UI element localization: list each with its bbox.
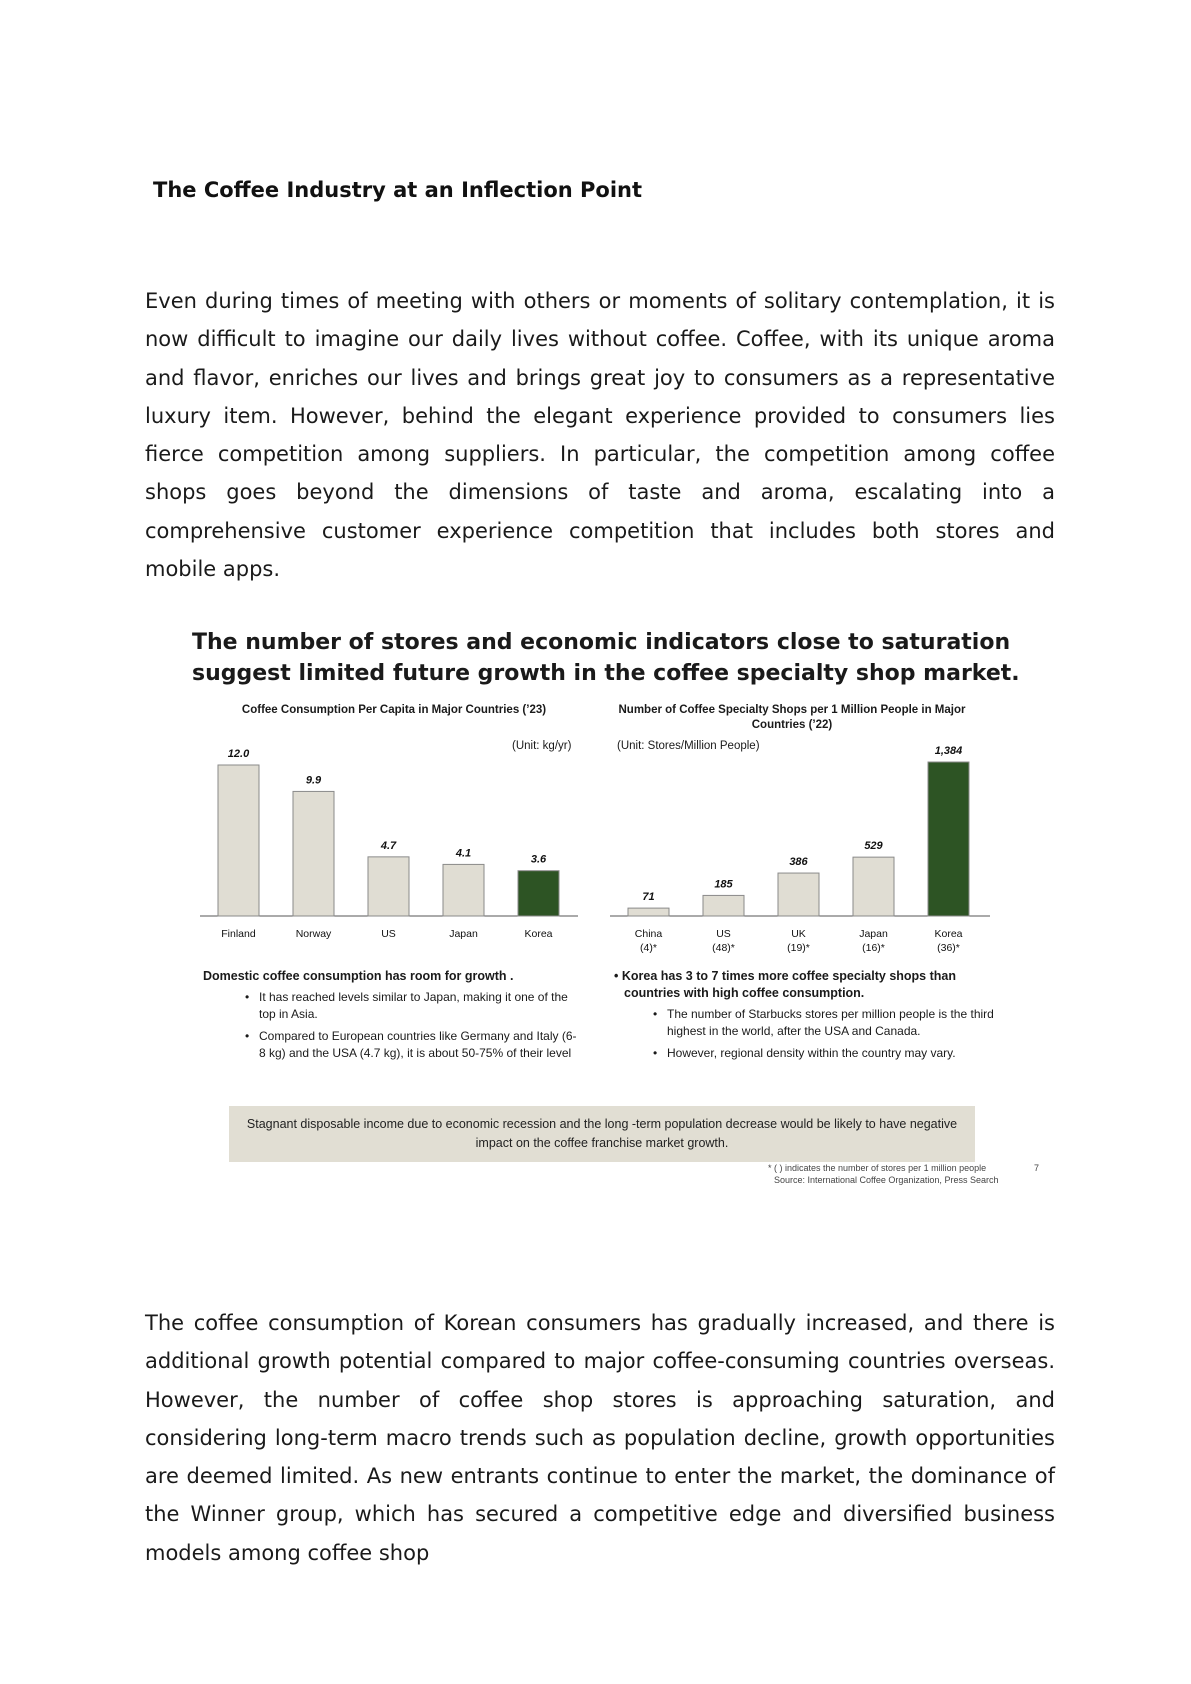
chart1-value-label: 9.9 xyxy=(305,774,322,787)
chart1-category-label: Japan xyxy=(449,928,478,940)
chart1-category-label: Finland xyxy=(221,928,256,940)
chart2-category-label: Korea xyxy=(934,928,963,940)
chart1-value-label: 12.0 xyxy=(227,748,250,760)
chart2-value-label: 386 xyxy=(789,856,808,869)
chart1-bar-finland xyxy=(218,765,259,916)
chart1-bar-us xyxy=(368,857,409,916)
chart1-unit: (Unit: kg/yr) xyxy=(512,740,572,752)
chart2-value-label: 71 xyxy=(642,891,655,904)
chart1-category-label: US xyxy=(381,928,396,940)
chart2-category-label: China xyxy=(634,928,663,940)
source-note: Source: International Coffee Organization, Press Search xyxy=(774,1175,999,1185)
chart1-consumption xyxy=(200,740,580,960)
chart1-category-label: Norway xyxy=(295,928,332,940)
chart1-value-label: 4.1 xyxy=(455,847,472,860)
chart1-value-label: 3.6 xyxy=(530,853,547,866)
right-note-bullet: • However, regional density within the country may vary. xyxy=(653,1045,994,1062)
chart2-sublabel: (4)* xyxy=(640,942,657,954)
section-heading: The Coffee Industry at an Inflection Point xyxy=(153,178,643,202)
chart1-title: Coffee Consumption Per Capita in Major Countries (’23) xyxy=(241,704,547,716)
right-note xyxy=(614,968,994,1068)
chart2-bar-china xyxy=(628,908,669,916)
figure-title: The number of stores and economic indicators close to saturation suggest limited future growth in the coffee specialty shop market. xyxy=(192,630,1020,686)
right-note-bullet: • The number of Starbucks stores per million people is the third highest in the world, after the USA and Canada. xyxy=(653,1006,994,1039)
chart2-value-label: 529 xyxy=(864,840,883,853)
chart2-title: Number of Coffee Specialty Shops per 1 Million People in Major Countries (’22) xyxy=(618,704,966,731)
chart2-shops xyxy=(610,740,1000,960)
chart1-bar-norway xyxy=(293,791,334,916)
chart2-sublabel: (36)* xyxy=(937,942,960,954)
chart2-sublabel: (19)* xyxy=(787,942,810,954)
chart1-value-label: 4.7 xyxy=(380,839,397,852)
chart2-category-label: Japan xyxy=(859,928,888,940)
chart2-category-label: US xyxy=(716,928,731,940)
page-number: 7 xyxy=(1034,1163,1040,1173)
chart2-bar-uk xyxy=(778,873,819,916)
conclusion-banner: Stagnant disposable income due to economic recession and the long -term population decrease would be likely to have negative impact on the coffee franchise market growth. xyxy=(229,1106,975,1162)
chart2-bar-japan xyxy=(853,857,894,916)
chart1-category-label: Korea xyxy=(524,928,553,940)
right-note-title: • Korea has 3 to 7 times more coffee specialty shops than countries with high coffee consumption. xyxy=(614,969,956,1000)
chart2-unit: (Unit: Stores/Million People) xyxy=(617,740,760,752)
left-note-bullet: • It has reached levels similar to Japan, making it one of the top in Asia. xyxy=(245,989,583,1022)
body-paragraph: The coffee consumption of Korean consumers has gradually increased, and there is additional growth potential compared to major coffee-consuming countries overseas. However, the number of coffee shop stores is approaching saturation, and considering long-term macro trends such as population decline, growth opportunities are deemed limited. As new entrants continue to enter the market, the dominance of the Winner group, which has secured a competitive edge and diversified business models among coffee shop xyxy=(145,1311,1055,1565)
chart1-bar-japan xyxy=(443,864,484,916)
chart2-sublabel: (48)* xyxy=(712,942,735,954)
left-note-title: Domestic coffee consumption has room for growth . xyxy=(203,969,514,983)
chart2-value-label: 185 xyxy=(714,878,733,891)
chart2-value-label: 1,384 xyxy=(934,745,963,757)
chart2-sublabel: (16)* xyxy=(862,942,885,954)
chart2-bar-us xyxy=(703,895,744,916)
left-note-bullet: • Compared to European countries like Germany and Italy (6-8 kg) and the USA (4.7 kg), it is about 50-75% of their level xyxy=(245,1028,583,1061)
footnote: * ( ) indicates the number of stores per 1 million people xyxy=(768,1163,987,1173)
chart2-bar-korea xyxy=(928,762,969,916)
chart1-bar-korea xyxy=(518,871,559,916)
left-note xyxy=(203,968,583,1067)
intro-paragraph: Even during times of meeting with others or moments of solitary contemplation, it is now difficult to imagine our daily lives without coffee. Coffee, with its unique aroma and flavor, enriches our lives and brings great joy to consumers as a representative luxury item. However, behind the elegant experience provided to consumers lies fierce competition among suppliers. In particular, the competition among coffee shops goes beyond the dimensions of taste and aroma, escalating into a comprehensive customer experience competition that includes both stores and mobile apps. xyxy=(145,289,1055,582)
chart2-category-label: UK xyxy=(791,928,806,940)
